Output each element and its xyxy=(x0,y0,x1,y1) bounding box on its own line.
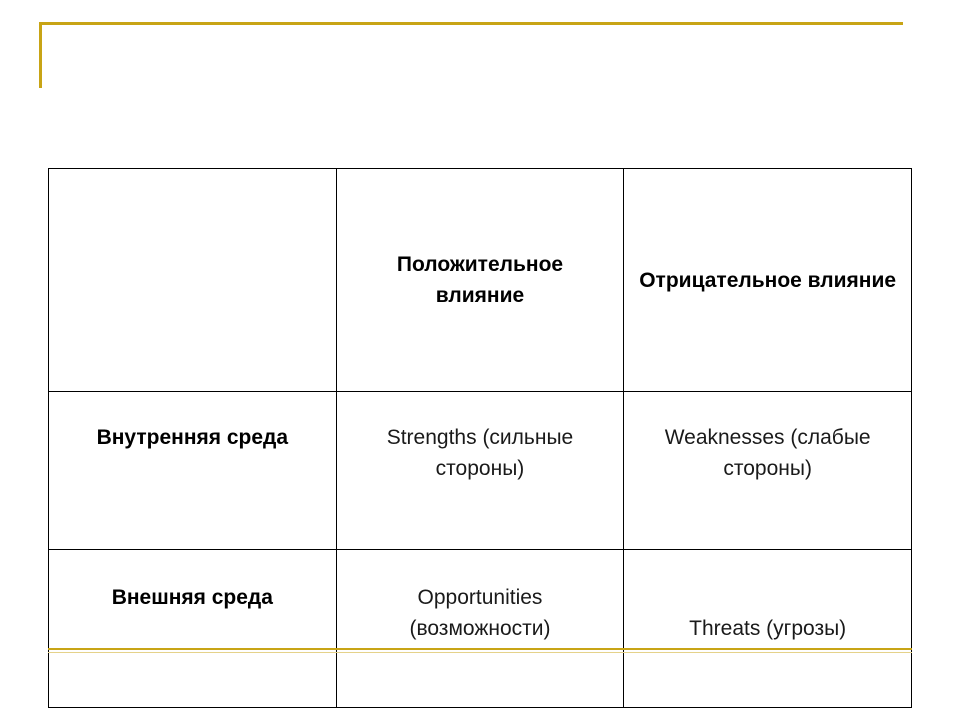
row-label-external: Внешняя среда xyxy=(49,550,337,708)
cell-threats: Threats (угрозы) xyxy=(624,550,912,708)
header-positive: Положительное влияние xyxy=(336,169,624,392)
top-accent-line xyxy=(39,22,903,25)
header-negative: Отрицательное влияние xyxy=(624,169,912,392)
table-row xyxy=(49,392,912,550)
bottom-accent-line-light xyxy=(48,652,912,653)
cell-opportunities: Opportunities (возможности) xyxy=(336,550,624,708)
swot-table xyxy=(48,168,912,708)
cell-weaknesses: Weaknesses (слабые стороны) xyxy=(624,392,912,550)
cell-strengths: Strengths (сильные стороны) xyxy=(336,392,624,550)
table-header-row xyxy=(49,169,912,392)
row-label-internal: Внутренняя среда xyxy=(49,392,337,550)
table-row xyxy=(49,550,912,708)
left-accent-line xyxy=(39,22,42,88)
bottom-accent-line xyxy=(48,648,912,650)
corner-cell xyxy=(49,169,337,392)
